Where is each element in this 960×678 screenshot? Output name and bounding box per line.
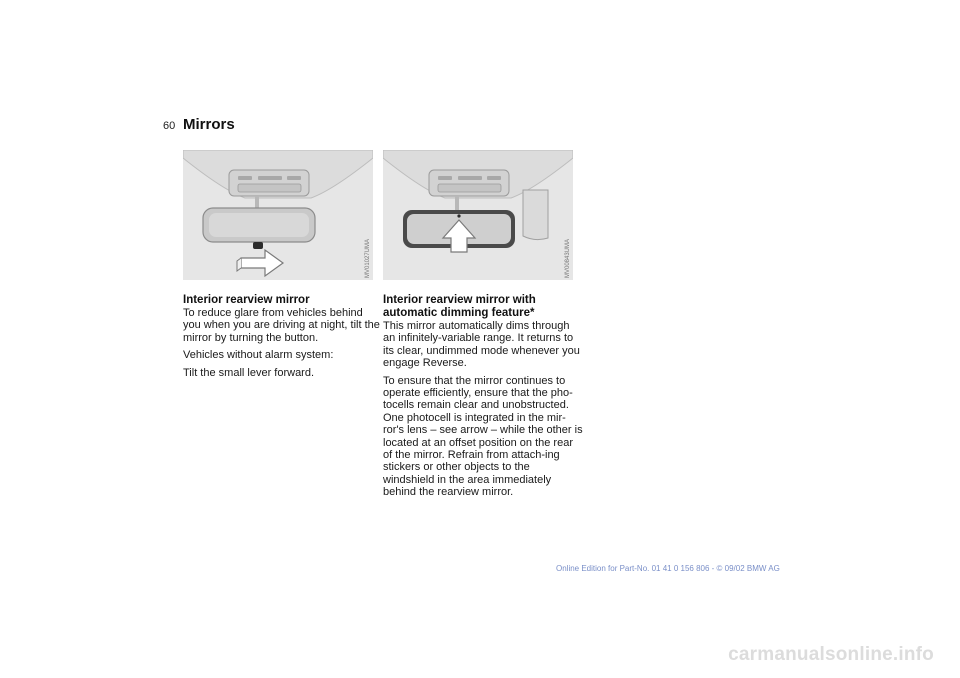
right-paragraph: To ensure that the mirror continues to operate efficiently, ensure that the pho-tocells remain clear and unobstructed. One photocell is integrated in the mir-ror's lens – see arrow – while the other is located at an offset position on the rear of the mirror. Refrain from attach-ing stickers or other objects to the windshield in the area immediately behind the rearview mirror.: [383, 374, 583, 499]
figure-code-right: MV00843UMA: [565, 238, 571, 278]
left-heading: Interior rearview mirror: [183, 294, 310, 306]
right-paragraph: This mirror automatically dims through an infinitely-variable range. It returns to its clear, undimmed mode whenever you engage Reverse.: [383, 320, 580, 370]
auto-dimming-mirror-illustration: [383, 150, 573, 280]
section-title: Mirrors: [183, 116, 235, 133]
footer-edition-note: Online Edition for Part-No. 01 41 0 156 806 - © 09/02 BMW AG: [556, 564, 780, 573]
left-paragraph: Tilt the small lever forward.: [183, 366, 315, 379]
figure-interior-mirror: [183, 150, 373, 280]
figure-code-left: MV01027UMA: [365, 238, 371, 278]
left-paragraph: To reduce glare from vehicles behind you when you are driving at night, tilt the mirror by turning the button.: [183, 307, 380, 344]
watermark: carmanualsonline.info: [728, 644, 934, 665]
left-column: [183, 294, 383, 384]
right-column: [383, 294, 583, 504]
right-heading: Interior rearview mirror with automatic dimming feature*: [383, 294, 536, 319]
left-paragraph: Vehicles without alarm system:: [183, 349, 334, 362]
figure-auto-dimming-mirror: [383, 150, 573, 280]
page-number: 60: [163, 120, 176, 132]
interior-mirror-illustration: [183, 150, 373, 280]
